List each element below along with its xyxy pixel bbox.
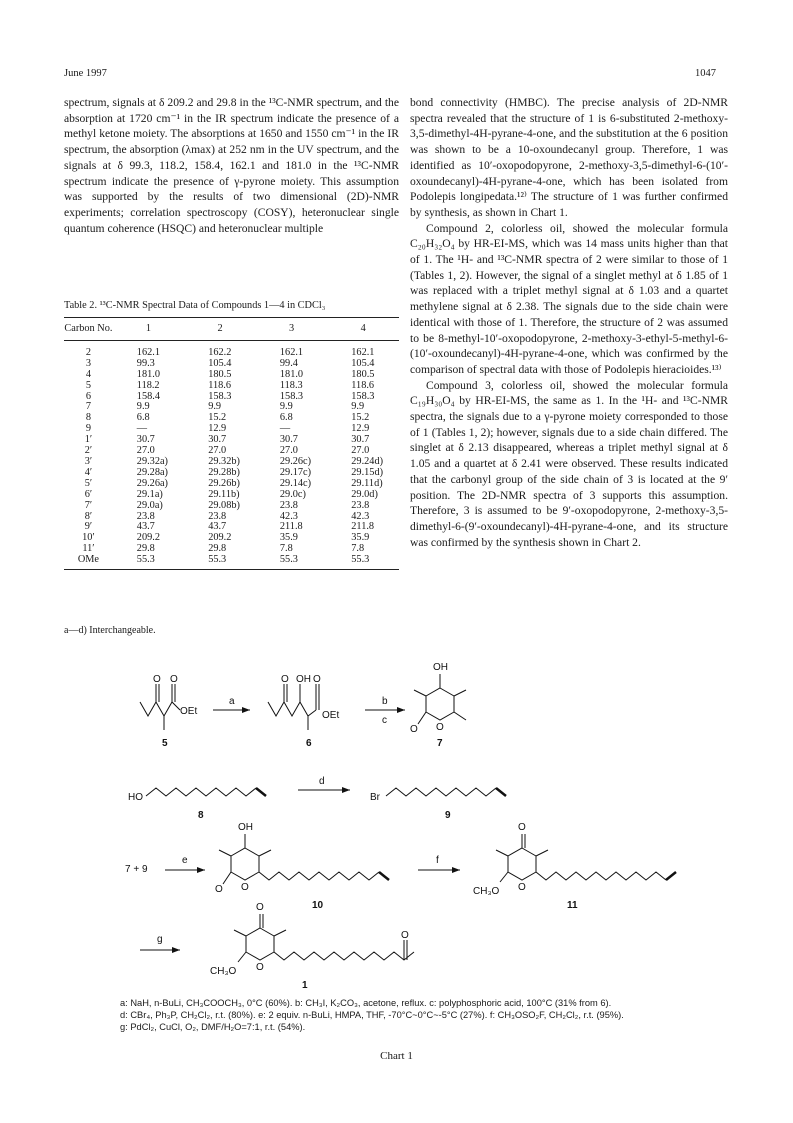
table-cell: 55.3 bbox=[256, 555, 327, 569]
compound-number: 1 bbox=[302, 980, 308, 991]
table-cell: 6′ bbox=[84, 488, 93, 500]
table-cell: 4′ bbox=[84, 466, 93, 478]
table-cell: 118.3 bbox=[279, 379, 303, 391]
table-cell: 2′ bbox=[84, 445, 93, 457]
table-cell: 1′ bbox=[84, 434, 93, 446]
scheme-o-label: O bbox=[401, 930, 409, 941]
compound-8 bbox=[146, 788, 256, 796]
table-row bbox=[64, 424, 399, 435]
table-cell: 42.3 bbox=[279, 510, 298, 522]
compound-5 bbox=[140, 684, 180, 730]
table-cell: 6.8 bbox=[136, 412, 150, 424]
table-cell: 29.28a) bbox=[136, 466, 168, 478]
table-cell: 29.26b) bbox=[208, 477, 240, 489]
table-footnote: a—d) Interchangeable. bbox=[64, 625, 156, 636]
scheme-ch3o-label: CH₃O bbox=[210, 966, 237, 977]
table-cell: 29.11b) bbox=[208, 488, 240, 500]
table-cell: 29.8 bbox=[136, 543, 155, 555]
scheme-br-label: Br bbox=[370, 792, 380, 803]
table-header-cell: 1 bbox=[113, 318, 184, 341]
reagent-label: g bbox=[157, 934, 163, 945]
scheme-o-label: O bbox=[256, 902, 264, 913]
table-cell: 9.9 bbox=[208, 401, 222, 413]
table-cell: 9′ bbox=[84, 521, 93, 533]
table-cell: 5′ bbox=[84, 477, 93, 489]
reagent-label: a bbox=[229, 696, 235, 707]
table-cell: 158.3 bbox=[279, 390, 304, 402]
table-cell: 29.32b) bbox=[208, 455, 240, 467]
reagent-note: d: CBr₄, Ph₃P, CH₂Cl₂, r.t. (80%). e: 2 equiv. n-BuLi, HMPA, THF, -70°C~0°C~-5°C (27%). f: CH₃OSO₂F, CH₂Cl₂, r.t. (95%). bbox=[120, 1010, 624, 1020]
table-cell: 3′ bbox=[84, 455, 93, 467]
table-cell: OMe bbox=[64, 555, 113, 569]
scheme-o-label: O bbox=[436, 722, 444, 733]
compound-9 bbox=[386, 788, 496, 796]
scheme-o-label: O bbox=[256, 962, 264, 973]
table-header-cell: 2 bbox=[184, 318, 256, 341]
scheme-o-label: O bbox=[281, 674, 289, 685]
scheme-o-label: O bbox=[215, 884, 223, 895]
table-cell: 105.4 bbox=[208, 357, 232, 369]
table-row bbox=[64, 544, 399, 555]
compound-number: 11 bbox=[567, 900, 578, 911]
table-cell: — bbox=[279, 423, 291, 435]
table-cell: 6.8 bbox=[279, 412, 293, 424]
reagent-note: a: NaH, n-BuLi, CH₃COOCH₃, 0°C (60%). b: CH₃I, K₂CO₃, acetone, reflux. c: polyphosphoric acid, 100°C (31% from 6). bbox=[120, 998, 612, 1008]
reagent-notes bbox=[120, 997, 740, 1033]
table-cell: 7′ bbox=[84, 499, 93, 511]
table-cell: 43.7 bbox=[136, 521, 155, 533]
table-cell: 29.32a) bbox=[136, 455, 168, 467]
table-cell: 8′ bbox=[84, 510, 93, 522]
table-row bbox=[64, 555, 399, 569]
table-cell: 162.1 bbox=[351, 346, 375, 358]
scheme-o-label: O bbox=[518, 882, 526, 893]
table-header-cell: Carbon No. bbox=[64, 318, 113, 341]
table-cell: 29.8 bbox=[208, 543, 227, 555]
compound-10 bbox=[219, 834, 389, 884]
table-cell: 9 bbox=[85, 423, 91, 435]
paragraph: Compound 3, colorless oil, showed the molecular formula C₁₉H₃₀O₄ by HR-EI-MS, the same as 1. In the ¹H- and ¹³C-NMR spectra, the signals due to a γ-pyrone moiety corresponded to those of 1 (Tables 1, 2); however, signals due to a side chain differed. The singlet at δ 2.13 disappeared, whereas a triplet methyl signal at δ 1.05 and a quartet at δ 2.41 were observed. These results indicated that the carbonyl group of the side chain of 3 is located at the 9′ position. The 2D-NMR spectra of 3 supports this assumption. Therefore, 3 is assumed to be 9′-oxopodopyrone, 2-methoxy-3,5-dimethyl-6-(9′-oxoundecanyl)-4H-pyrane-4-one, and its structure was confirmed by the synthesis shown in Chart 2. bbox=[410, 378, 728, 549]
table-cell: 55.3 bbox=[327, 555, 399, 569]
scheme-oh-label: OH bbox=[433, 662, 448, 673]
table-header-cell: 3 bbox=[256, 318, 327, 341]
scheme-oet-label: OEt bbox=[322, 710, 340, 721]
chart-title: Chart 1 bbox=[380, 1050, 413, 1062]
table-cell: 10′ bbox=[82, 532, 95, 544]
table-cell: 15.2 bbox=[208, 412, 227, 424]
table-cell: 7.8 bbox=[351, 543, 365, 555]
scheme-ho-label: HO bbox=[128, 792, 143, 803]
table-cell: 23.8 bbox=[208, 510, 227, 522]
table-cell: 180.5 bbox=[351, 368, 375, 380]
nmr-table bbox=[64, 317, 399, 570]
table-header-cell: 4 bbox=[327, 318, 399, 341]
table-cell: 99.4 bbox=[279, 357, 298, 369]
table-cell: 105.4 bbox=[351, 357, 375, 369]
reagent-label: d bbox=[319, 776, 325, 787]
table-caption: Table 2. ¹³C-NMR Spectral Data of Compounds 1—4 in CDCl₃ bbox=[64, 300, 326, 311]
paragraph: bond connectivity (HMBC). The precise analysis of 2D-NMR spectra revealed that the structure of 1 is 6-substituted 2-methoxy-3,5-dimethyl-4H-pyrane-4-one, and the substitution at the 6 position was shown to be a 10-oxoundecanyl group. Therefore, 1 was identified as 10′-oxopodopyrone, 2-methoxy-3,5-dimethyl-6-(10′-oxoundecanyl)-4H-pyrane-4-one, which has been isolated from Podolepis longipedata.¹²⁾ The structure of 1 was further confirmed by synthesis, as shown in Chart 1. bbox=[410, 96, 728, 219]
page-number: 1047 bbox=[695, 68, 716, 79]
synthesis-scheme bbox=[0, 650, 793, 995]
reagent-note: g: PdCl₂, CuCl, O₂, DMF/H₂O=7:1, r.t. (54%). bbox=[120, 1022, 306, 1032]
table-cell: 211.8 bbox=[351, 521, 375, 533]
table-cell: 27.0 bbox=[208, 445, 227, 457]
scheme-o-label: O bbox=[313, 674, 321, 685]
table-cell: 29.24d) bbox=[351, 455, 384, 467]
paragraph: Compound 2, colorless oil, showed the molecular formula C₂₀H₃₂O₄ by HR-EI-MS, which was 14 mass units higher than that of 1. The ¹H- and ¹³C-NMR spectra of 2 were similar to those of 1 (Tables 1, 2). However, the signal of a singlet methyl at δ 1.85 of 1 was replaced with a triplet methyl signal at δ 1.03 and a quartet methylene signal at δ 2.38. The signals due to the side chain were identical with those of 1. Therefore, the structure of 2 was assumed to be 8-methyl-10′-oxopodopyrone, 2-methoxy-3-ethyl-5-methyl-6-(10′-oxoundecanyl)-4H-pyrane-4-one, which was confirmed by the comparison of spectral data with those of Podolepis hieracioides.¹³⁾ bbox=[410, 221, 728, 376]
table-cell: 9.9 bbox=[136, 401, 150, 413]
table-cell: 29.26c) bbox=[279, 455, 312, 467]
compound-number: 10 bbox=[312, 900, 324, 911]
table-cell: 9.9 bbox=[279, 401, 293, 413]
table-cell: 29.26a) bbox=[136, 477, 168, 489]
table-cell: 29.15d) bbox=[351, 466, 384, 478]
table-cell: 12.9 bbox=[208, 423, 227, 435]
reagent-label: c bbox=[382, 715, 387, 726]
table-cell: 30.7 bbox=[208, 434, 227, 446]
table-cell: 27.0 bbox=[136, 445, 155, 457]
reagent-label: b bbox=[382, 696, 388, 707]
table-cell: 27.0 bbox=[279, 445, 298, 457]
right-column bbox=[410, 95, 728, 550]
scheme-o-label: O bbox=[153, 674, 161, 685]
table-cell: 162.1 bbox=[136, 346, 160, 358]
table-cell: 4 bbox=[85, 368, 91, 380]
reagent-label: e bbox=[182, 855, 188, 866]
table-cell: 7 bbox=[85, 401, 91, 413]
table-cell: 30.7 bbox=[136, 434, 155, 446]
table-cell: 23.8 bbox=[351, 499, 370, 511]
scheme-ch3o-label: CH₃O bbox=[473, 886, 500, 897]
table-cell: 42.3 bbox=[351, 510, 370, 522]
table-cell: 23.8 bbox=[136, 510, 155, 522]
scheme-o-label: O bbox=[410, 724, 418, 735]
table-cell: 29.11d) bbox=[351, 477, 383, 489]
table-cell: 15.2 bbox=[351, 412, 370, 424]
table-cell: 211.8 bbox=[279, 521, 303, 533]
scheme-oh-label: OH bbox=[238, 822, 253, 833]
table-row bbox=[64, 370, 399, 381]
table-cell: 55.3 bbox=[184, 555, 256, 569]
table-row bbox=[64, 490, 399, 501]
table-cell: 55.3 bbox=[113, 555, 184, 569]
table-cell: 29.08b) bbox=[208, 499, 240, 511]
scheme-oet-label: OEt bbox=[180, 706, 198, 717]
table-cell: — bbox=[136, 423, 148, 435]
table-cell: 29.0c) bbox=[279, 488, 306, 500]
table-cell: 7.8 bbox=[279, 543, 293, 555]
table-cell: 23.8 bbox=[279, 499, 298, 511]
scheme-o-label: O bbox=[241, 882, 249, 893]
compound-7 bbox=[414, 674, 466, 724]
table-row bbox=[64, 533, 399, 544]
table-cell: 209.2 bbox=[208, 532, 232, 544]
scheme-o-label: O bbox=[170, 674, 178, 685]
scheme-mix-label: 7 + 9 bbox=[125, 864, 148, 875]
table-cell: 158.4 bbox=[136, 390, 160, 402]
table-cell: 181.0 bbox=[136, 368, 160, 380]
paragraph: spectrum, signals at δ 209.2 and 29.8 in the ¹³C-NMR spectrum, and the absorption at 1720 cm⁻¹ in the IR spectrum indicate the presence of a methyl ketone moiety. The absorptions at 1650 and 1550 cm⁻¹ in the IR spectrum, the absorption (λmax) at 252 nm in the UV spectrum, and the signals at δ 99.3, 118.2, 158.4, 162.1 and 181.0 in the ¹³C-NMR spectrum indicate the presence of γ-pyrone moiety. This assumption was supported by the results of two dimensional (2D)-NMR experiments; correlation spectroscopy (COSY), heteronuclear single quantum coherence (HSQC) and heteronuclear multiple bbox=[64, 96, 399, 235]
table-cell: 29.0a) bbox=[136, 499, 163, 511]
compound-1 bbox=[234, 914, 414, 962]
table-cell: 29.14c) bbox=[279, 477, 312, 489]
table-cell: 158.3 bbox=[351, 390, 375, 402]
table-row bbox=[64, 359, 399, 370]
table-cell: 30.7 bbox=[351, 434, 370, 446]
compound-11 bbox=[496, 834, 676, 882]
compound-number: 5 bbox=[162, 738, 168, 749]
table-cell: 2 bbox=[85, 346, 91, 358]
table-cell: 180.5 bbox=[208, 368, 232, 380]
table-cell: 35.9 bbox=[279, 532, 298, 544]
running-date: June 1997 bbox=[64, 68, 107, 79]
table-row bbox=[64, 402, 399, 413]
compound-6 bbox=[268, 684, 319, 730]
compound-number: 9 bbox=[445, 810, 451, 821]
scheme-o-label: O bbox=[518, 822, 526, 833]
table-row bbox=[64, 435, 399, 446]
compound-number: 8 bbox=[198, 810, 204, 821]
table-cell: 118.2 bbox=[136, 379, 160, 391]
table-cell: 35.9 bbox=[351, 532, 370, 544]
table-cell: 118.6 bbox=[208, 379, 231, 391]
table-cell: 6 bbox=[85, 390, 91, 402]
table-cell: 209.2 bbox=[136, 532, 160, 544]
scheme-oh-label: OH bbox=[296, 674, 311, 685]
table-cell: 181.0 bbox=[279, 368, 304, 380]
left-column bbox=[64, 95, 399, 236]
table-row bbox=[64, 413, 399, 424]
table-cell: 9.9 bbox=[351, 401, 365, 413]
table-row bbox=[64, 512, 399, 523]
table-row bbox=[64, 501, 399, 512]
compound-number: 7 bbox=[437, 738, 443, 749]
table-row bbox=[64, 392, 399, 403]
table-cell: 162.1 bbox=[279, 346, 304, 358]
table-cell: 5 bbox=[85, 379, 91, 391]
table-row bbox=[64, 522, 399, 533]
table-cell: 27.0 bbox=[351, 445, 370, 457]
table-cell: 29.17c) bbox=[279, 466, 312, 478]
table-cell: 11′ bbox=[82, 543, 95, 555]
table-cell: 3 bbox=[85, 357, 91, 369]
table-cell: 30.7 bbox=[279, 434, 298, 446]
table-cell: 162.2 bbox=[208, 346, 232, 358]
table-row bbox=[64, 381, 399, 392]
table-cell: 118.6 bbox=[351, 379, 375, 391]
table-cell: 29.0d) bbox=[351, 488, 378, 500]
reagent-label: f bbox=[436, 855, 439, 866]
table-cell: 99.3 bbox=[136, 357, 155, 369]
table-cell: 29.28b) bbox=[208, 466, 240, 478]
table-cell: 43.7 bbox=[208, 521, 227, 533]
table-cell: 158.3 bbox=[208, 390, 232, 402]
table-cell: 29.1a) bbox=[136, 488, 163, 500]
table-row bbox=[64, 340, 399, 358]
table-cell: 12.9 bbox=[351, 423, 370, 435]
compound-number: 6 bbox=[306, 738, 312, 749]
table-cell: 8 bbox=[85, 412, 91, 424]
